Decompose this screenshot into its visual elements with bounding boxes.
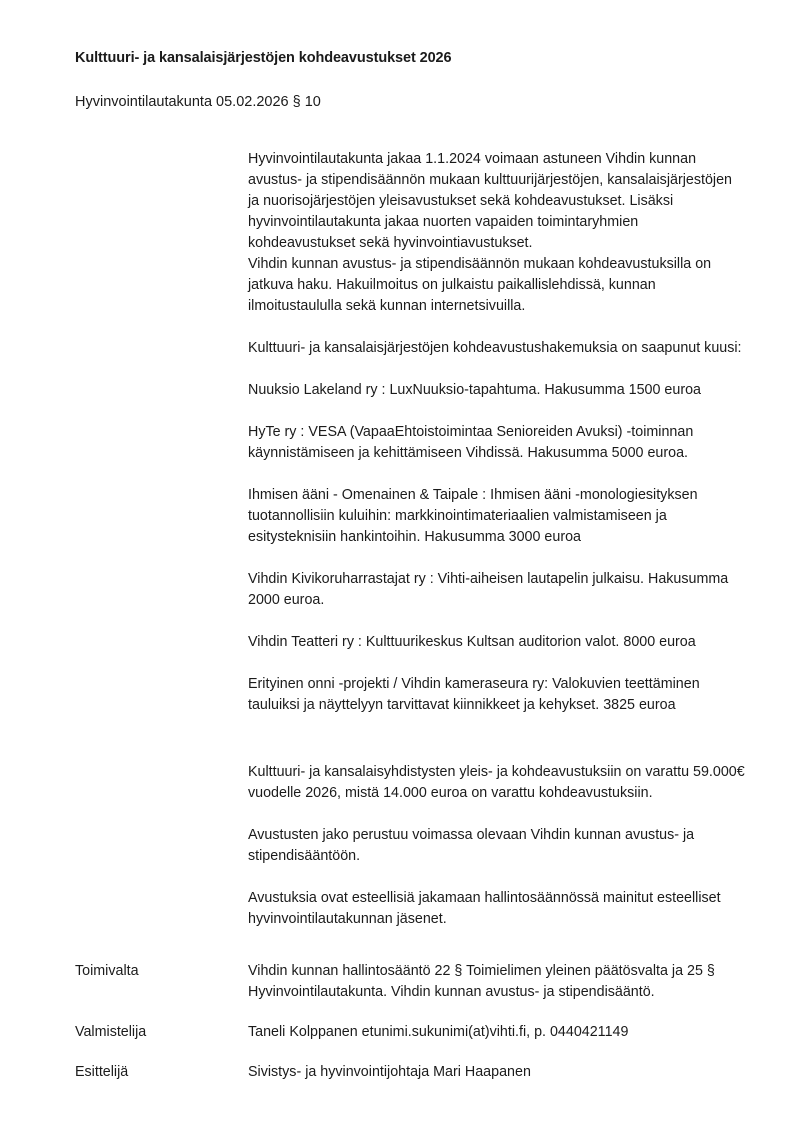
- document-title: Kulttuuri- ja kansalaisjärjestöjen kohdeavustukset 2026: [75, 50, 452, 66]
- footer-row-label: Esittelijä: [75, 1064, 129, 1080]
- body-paragraph-application: Erityinen onni -projekti / Vihdin kameraseura ry: Valokuvien teettäminen tauluiksi ja näyttelyyn tarvittavat kiinnikkeet ja kehykset. 3825 euroa: [248, 676, 700, 713]
- body-paragraph-application: Nuuksio Lakeland ry : LuxNuuksio-tapahtuma. Hakusumma 1500 euroa: [248, 382, 701, 398]
- body-paragraph: Avustusten jako perustuu voimassa olevaan Vihdin kunnan avustus- ja stipendisääntöön.: [248, 827, 695, 864]
- document-body: [248, 149, 746, 930]
- body-paragraph: Kulttuuri- ja kansalaisjärjestöjen kohdeavustushakemuksia on saapunut kuusi:: [248, 340, 742, 356]
- body-paragraph-application: Vihdin Kivikoruharrastajat ry : Vihti-aiheisen lautapelin julkaisu. Hakusumma 2000 euroa.: [248, 571, 729, 608]
- document-subtitle: Hyvinvointilautakunta 05.02.2026 § 10: [75, 94, 321, 110]
- footer-row-toimivalta: [75, 961, 738, 1003]
- footer-row-esittelija: [75, 1062, 738, 1083]
- body-paragraph: Kulttuuri- ja kansalaisyhdistysten yleis- ja kohdeavustuksiin on varattu 59.000€ vuodelle 2026, mistä 14.000 euroa on varattu kohdeavustuksiin.: [248, 764, 745, 801]
- footer-row-value: Taneli Kolppanen etunimi.sukunimi(at)vihti.fi, p. 0440421149: [248, 1024, 629, 1040]
- body-paragraph-application: Vihdin Teatteri ry : Kulttuurikeskus Kultsan auditorion valot. 8000 euroa: [248, 634, 696, 650]
- document-footer: [75, 961, 738, 1083]
- body-paragraph: Avustuksia ovat esteellisiä jakamaan hallintosäännössä mainitut esteelliset hyvinvointilautakunnan jäsenet.: [248, 890, 721, 927]
- footer-row-valmistelija: [75, 1022, 738, 1043]
- footer-row-label: Valmistelija: [75, 1024, 147, 1040]
- body-paragraph-application: Ihmisen ääni - Omenainen & Taipale : Ihmisen ääni -monologiesityksen tuotannollisiin kuluihin: markkinointimateriaalien valmistamiseen ja esitysteknisiin hankintoihin. Hakusumma 3000 euroa: [248, 487, 698, 545]
- footer-row-value: Sivistys- ja hyvinvointijohtaja Mari Haapanen: [248, 1064, 531, 1080]
- body-paragraph: Hyvinvointilautakunta jakaa 1.1.2024 voimaan astuneen Vihdin kunnan avustus- ja stipendisäännön mukaan kulttuurijärjestöjen, kansalaisjärjestöjen ja nuorisojärjestöjen yleisavustukset sekä kohdeavustukset. Lisäksi hyvinvointilautakunta jakaa nuorten vapaiden toimintaryhmien kohdeavustukset sekä hyvinvointiavustukset.: [248, 151, 732, 251]
- footer-row-label: Toimivalta: [75, 963, 139, 979]
- body-paragraph-application: HyTe ry : VESA (VapaaEhtoistoimintaa Senioreiden Avuksi) -toiminnan käynnistämiseen ja kehittämiseen Vihdissä. Hakusumma 5000 euroa.: [248, 424, 694, 461]
- footer-row-value: Vihdin kunnan hallintosääntö 22 § Toimielimen yleinen päätösvalta ja 25 § Hyvinvointilautakunta. Vihdin kunnan avustus- ja stipendisääntö.: [248, 963, 715, 1000]
- body-paragraph: Vihdin kunnan avustus- ja stipendisäännön mukaan kohdeavustuksilla on jatkuva haku. Hakuilmoitus on julkaistu paikallislehdissä, kunnan ilmoitustaululla sekä kunnan internetsivuilla.: [248, 256, 712, 314]
